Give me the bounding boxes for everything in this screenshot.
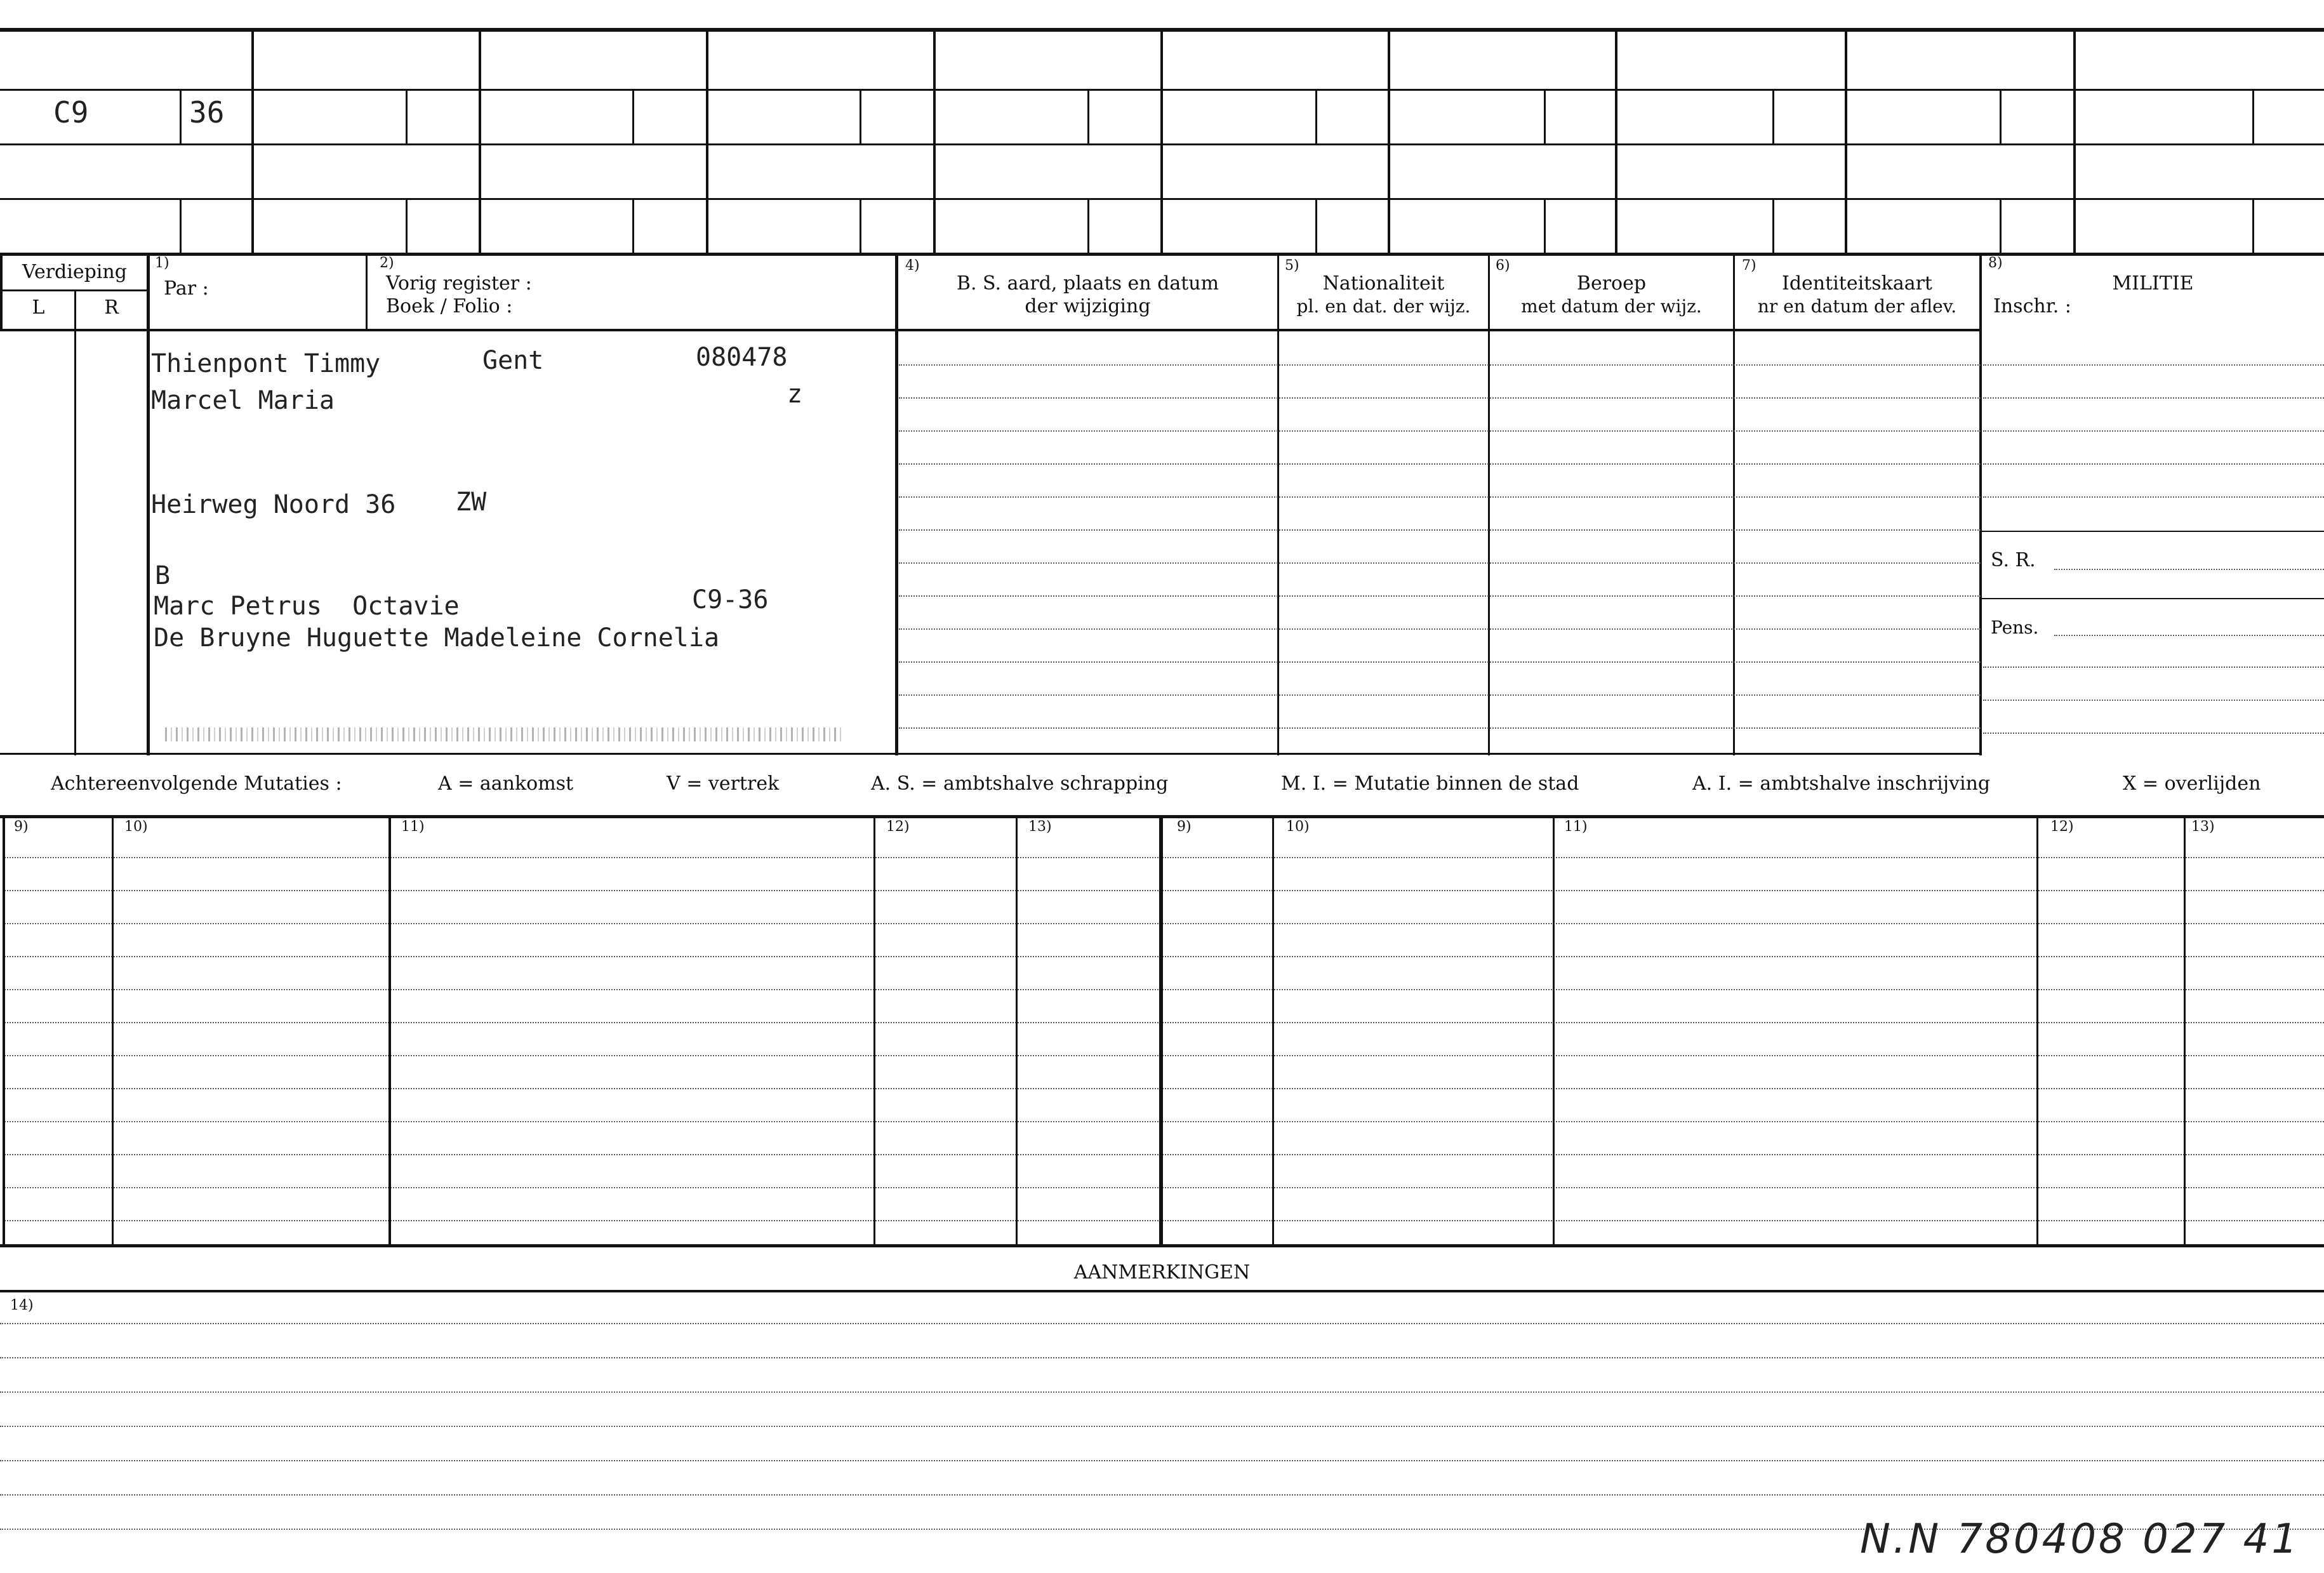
ruled-line xyxy=(3,1022,2324,1023)
mutation-col-10b: 10) xyxy=(1286,819,1310,835)
top-cell-number: 36 xyxy=(189,95,225,129)
mutation-col-13b: 13) xyxy=(2191,819,2215,835)
legend-mi: M. I. = Mutatie binnen de stad xyxy=(1281,773,1579,795)
ruled-line xyxy=(1983,364,2324,366)
mutation-column-rule xyxy=(873,818,875,1244)
mutation-col-10a: 10) xyxy=(124,819,148,835)
par-label: Par : xyxy=(164,277,209,300)
ruled-line xyxy=(899,727,1981,729)
ruled-line xyxy=(3,1187,2324,1188)
ruled-line xyxy=(0,1494,2324,1496)
mutation-column-rule xyxy=(1016,818,1018,1244)
ruled-line xyxy=(0,1357,2324,1358)
father-names: Marc Petrus Octavie xyxy=(154,592,460,621)
mutation-column-rule xyxy=(1553,818,1555,1244)
militie-title: MILITIE xyxy=(2112,272,2194,295)
nat-label-line1: Nationaliteit xyxy=(1322,272,1445,295)
militie-inschr-label: Inschr. : xyxy=(1993,295,2071,317)
mutations-title: Achtereenvolgende Mutaties : xyxy=(51,773,342,795)
militie-pens-label: Pens. xyxy=(1991,617,2039,638)
ruled-line xyxy=(0,1391,2324,1393)
ruled-line xyxy=(1983,430,2324,432)
ruled-line xyxy=(1983,733,2324,734)
surname-first: Thienpont Timmy xyxy=(151,349,381,378)
mutation-column-rule xyxy=(1159,818,1163,1244)
address-code: ZW xyxy=(456,488,487,517)
beroep-number: 6) xyxy=(1496,258,1510,274)
ruled-line xyxy=(1983,463,2324,465)
first-names: Marcel Maria xyxy=(151,386,335,415)
boek-folio-label: Boek / Folio : xyxy=(386,295,513,317)
ruled-line xyxy=(0,1460,2324,1461)
ruled-line xyxy=(0,1426,2324,1427)
ruled-line xyxy=(899,595,1981,597)
national-number: N.N 780408 027 41 xyxy=(1860,1516,2301,1563)
address: Heirweg Noord 36 xyxy=(151,490,396,519)
mutation-column-rule xyxy=(2184,818,2186,1244)
ruled-line xyxy=(899,430,1981,432)
birth-code: 080478 xyxy=(696,343,788,372)
legend-x: X = overlijden xyxy=(2123,773,2261,795)
scan-noise xyxy=(165,727,844,741)
par-number: 1) xyxy=(155,255,169,271)
bs-number: 4) xyxy=(905,258,920,274)
mother-names: De Bruyne Huguette Madeleine Cornelia xyxy=(154,623,720,653)
floor-label: Verdieping xyxy=(22,261,127,283)
nat-number: 5) xyxy=(1285,258,1299,274)
ruled-line xyxy=(899,661,1981,663)
legend-as: A. S. = ambtshalve schrapping xyxy=(871,773,1169,795)
gender: z xyxy=(787,380,803,409)
birth-place: Gent xyxy=(482,346,544,375)
mutation-col-11b: 11) xyxy=(1564,819,1588,835)
mutation-column-rule xyxy=(388,818,391,1244)
mutation-column-rule xyxy=(1272,818,1274,1244)
nat-label-line2: pl. en dat. der wijz. xyxy=(1296,296,1471,317)
ruled-line xyxy=(899,694,1981,696)
ruled-line xyxy=(1983,700,2324,701)
ruled-line xyxy=(899,529,1981,531)
mutation-column-rule xyxy=(2036,818,2038,1244)
mutation-col-9a: 9) xyxy=(14,819,29,835)
ruled-line xyxy=(3,890,2324,891)
ruled-line xyxy=(3,1055,2324,1056)
remarks-number: 14) xyxy=(10,1298,34,1313)
mutation-column-rule xyxy=(3,818,5,1244)
mutation-col-9b: 9) xyxy=(1177,819,1192,835)
ruled-line xyxy=(1983,397,2324,399)
legend-ai: A. I. = ambtshalve inschrijving xyxy=(1692,773,1991,795)
beroep-label-line1: Beroep xyxy=(1576,272,1647,295)
ruled-line xyxy=(899,628,1981,630)
ruled-line xyxy=(1983,496,2324,498)
id-label-line1: Identiteitskaart xyxy=(1782,272,1932,295)
ruled-line xyxy=(3,989,2324,990)
top-cell-block: C9 xyxy=(53,95,89,129)
vorig-register-label: Vorig register : xyxy=(386,272,532,295)
ruled-line xyxy=(3,857,2324,858)
id-label-line2: nr en datum der aflev. xyxy=(1757,296,1957,317)
ruled-line xyxy=(3,1154,2324,1155)
remarks-title: AANMERKINGEN xyxy=(1073,1261,1251,1284)
floor-right: R xyxy=(104,296,119,319)
ruled-line xyxy=(899,463,1981,465)
mutation-column-rule xyxy=(112,818,114,1244)
beroep-label-line2: met datum der wijz. xyxy=(1521,296,1702,317)
reference: C9-36 xyxy=(692,585,769,614)
ruled-line xyxy=(3,1220,2324,1221)
ruled-line xyxy=(899,562,1981,564)
bs-label-line1: B. S. aard, plaats en datum xyxy=(956,272,1219,295)
legend-a: A = aankomst xyxy=(438,773,574,795)
legend-v: V = vertrek xyxy=(667,773,780,795)
mutation-col-12b: 12) xyxy=(2050,819,2074,835)
ruled-line xyxy=(3,923,2324,924)
id-number: 7) xyxy=(1742,258,1756,274)
mutation-col-12a: 12) xyxy=(886,819,910,835)
militie-number: 8) xyxy=(1988,255,2003,271)
ruled-line xyxy=(899,364,1981,366)
floor-left: L xyxy=(32,296,45,319)
ruled-line xyxy=(0,1323,2324,1324)
ruled-line xyxy=(899,496,1981,498)
ruled-line xyxy=(3,1121,2324,1122)
militie-sr-label: S. R. xyxy=(1991,549,2036,571)
ruled-line xyxy=(3,956,2324,957)
vorig-number: 2) xyxy=(380,255,394,271)
status-letter: B xyxy=(155,561,171,590)
mutation-col-13a: 13) xyxy=(1028,819,1052,835)
mutation-col-11a: 11) xyxy=(401,819,425,835)
ruled-line xyxy=(1983,667,2324,668)
ruled-line xyxy=(3,1088,2324,1089)
ruled-line xyxy=(899,397,1981,399)
bs-label-line2: der wijziging xyxy=(1025,295,1151,317)
